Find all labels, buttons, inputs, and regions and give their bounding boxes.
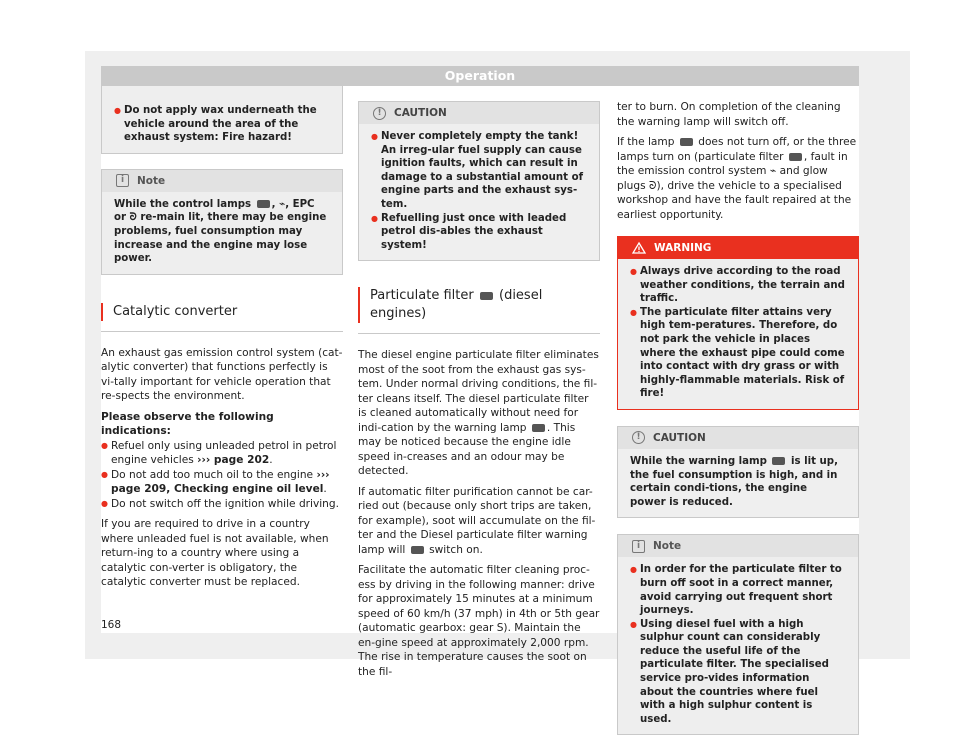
warning-triangle-icon xyxy=(632,242,646,254)
warning-box xyxy=(617,236,859,410)
particulate-filter-icon xyxy=(772,457,785,465)
section-particulate xyxy=(358,287,600,334)
warning-body xyxy=(618,259,858,409)
warning-item: ● The particulate filter attains very high tem-peratures. Therefore, do not park the vehicle in places where the exhaust pipe could come into contact with dry grass or with highly-flammable materials. Risk of fire! xyxy=(630,306,846,401)
glow-plug-icon: ᘐ xyxy=(649,179,657,192)
particulate-filter-icon xyxy=(789,153,802,161)
glow-plug-icon: ᘐ xyxy=(129,212,137,224)
caution-box xyxy=(617,426,859,518)
caution-icon: ! xyxy=(373,107,386,120)
particulate-filter-icon xyxy=(680,138,693,146)
info-icon: i xyxy=(632,540,645,553)
info-icon: i xyxy=(116,174,129,187)
note-body: While the control lamps , ⌁, EPC or ᘐ re-main lit, there may be engine problems, fuel consumption may increase and the engine may lose power. xyxy=(114,198,327,265)
paragraph: If automatic filter purification cannot be car-ried out (because only short trips are taken, for example), soot will accumulate on the fil-ter and the Diesel particulate filter warning lamp will switch on. xyxy=(358,485,596,556)
note-title: i Note xyxy=(102,170,342,192)
note-title: i Note xyxy=(618,535,858,557)
section-title: Catalytic converter xyxy=(101,303,343,321)
section-title: Particulate filter (diesel engines) xyxy=(358,287,600,323)
caution-body: While the warning lamp is lit up, the fuel consumption is high, and in certain condi-tions, the engine power is reduced. xyxy=(630,455,838,508)
column-1 xyxy=(101,86,343,596)
note-item: ● In order for the particulate filter to burn off soot in a correct manner, avoid carrying out frequent short journeys. xyxy=(630,563,846,617)
paragraph: If you are required to drive in a country where unleaded fuel is not available, when return-ing to a country where using a catalytic con-verter is obligatory, the catalytic converter must be replaced. xyxy=(101,518,329,589)
caution-icon: ! xyxy=(632,431,645,444)
caution-item: ● Refuelling just once with leaded petrol dis-ables the exhaust system! xyxy=(371,212,587,253)
caution-body xyxy=(359,124,599,260)
section-catalytic xyxy=(101,303,343,332)
particulate-filter-icon xyxy=(257,200,270,208)
column-2 xyxy=(358,86,600,685)
note-box xyxy=(617,534,859,735)
warning-item: ● Do not apply wax underneath the vehicle around the area of the exhaust system: Fire hazard! xyxy=(114,104,330,145)
list-item: ● Do not add too much oil to the engine ››› page 209, Checking engine oil level. xyxy=(101,468,343,497)
paragraph: ter to burn. On completion of the cleaning the warning lamp will switch off. xyxy=(617,101,841,128)
emission-control-icon: ⌁ xyxy=(769,165,777,177)
caution-title: ! CAUTION xyxy=(359,102,599,124)
page-header: Operation xyxy=(101,66,859,86)
paragraph: If the lamp does not turn off, or the three lamps turn on (particulate filter , fault in the emission control system ⌁ and glow plugs ᘐ), drive the vehicle to a specialised workshop and have the fault repaired at the earliest opportunity. xyxy=(617,136,857,221)
note-body xyxy=(618,557,858,734)
paragraph: An exhaust gas emission control system (cat-alytic converter) that functions perfectly is vi-tally important for vehicle operation that re-spects the environment. xyxy=(101,346,343,403)
paragraph: Facilitate the automatic filter cleaning proc-ess by driving in the following manner: drive for approximately 15 minutes at a minimum speed of 60 km/h (37 mph) in 4th or 5th gear (automatic gearbox: gear S). Maintain the en-gine speed at approximately 2,000 rpm. The rise in temperature causes the soot on the fil- xyxy=(358,564,600,678)
column-3 xyxy=(617,86,859,735)
list-item: ● Refuel only using unleaded petrol in petrol engine vehicles ››› page 202. xyxy=(101,439,343,468)
caution-box xyxy=(358,101,600,261)
page-reference-link[interactable]: ››› page 209, Checking engine oil level xyxy=(111,468,330,496)
particulate-filter-icon xyxy=(411,546,424,554)
epc-icon: EPC xyxy=(292,198,315,210)
page-number: 168 xyxy=(101,619,122,631)
page-reference-link[interactable]: ››› page 202 xyxy=(197,454,270,467)
particulate-filter-icon xyxy=(480,292,493,300)
list-item: ● Do not switch off the ignition while driving. xyxy=(101,497,343,512)
paragraph: The diesel engine particulate filter eliminates most of the soot from the exhaust gas sys-tem. Under normal driving conditions, the fil-ter cleans itself. The diesel particulate filter is cleaned automatically without need for indi-cation by the warning lamp . This may be noticed because the engine idle speed in-creases and an odour may be detected. xyxy=(358,349,599,478)
warning-title: WARNING xyxy=(618,237,858,259)
particulate-filter-icon xyxy=(532,424,545,432)
paragraph-bold: Please observe the following indications: xyxy=(101,410,274,438)
note-item: ● Using diesel fuel with a high sulphur count can considerably reduce the useful life of the particulate filter. The specialised service pro-vides information about the countries where fuel with a high sulphur content is used. xyxy=(630,618,846,727)
caution-title: ! CAUTION xyxy=(618,427,858,449)
note-box xyxy=(101,169,343,275)
page-content xyxy=(101,86,859,725)
caution-item: ● Never completely empty the tank! An irreg-ular fuel supply can cause ignition faults, which can result in damage to a substantial amount of engine parts and the exhaust sys-tem. xyxy=(371,130,587,212)
warning-continuation-box xyxy=(101,86,343,154)
emission-control-icon: ⌁ xyxy=(279,198,286,210)
warning-item: ● Always drive according to the road weather conditions, the terrain and traffic. xyxy=(630,265,846,306)
